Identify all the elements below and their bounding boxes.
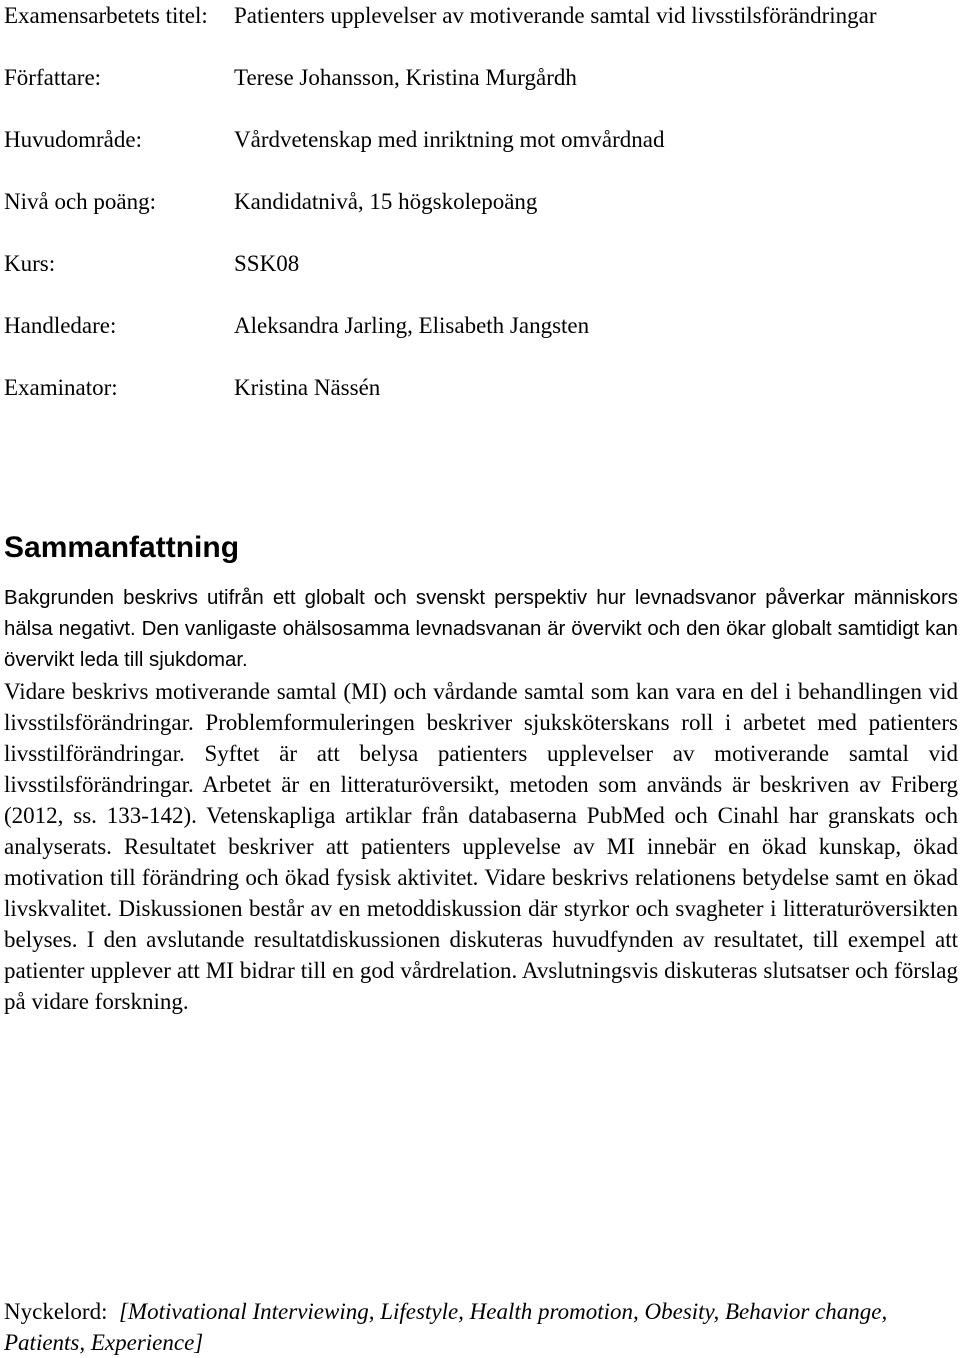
meta-label-title: Examensarbetets titel: <box>4 3 208 28</box>
keywords-label: Nyckelord: <box>4 1299 108 1324</box>
meta-value-title: Patienters upplevelser av motiverande samtal vid livsstilsförändringar <box>234 3 877 28</box>
meta-row-level <box>4 186 944 248</box>
meta-label-supervisors: Handledare: <box>4 313 117 338</box>
meta-row-examiner <box>4 372 944 403</box>
meta-row-title <box>4 0 944 62</box>
meta-row-authors <box>4 62 944 124</box>
thesis-metadata-table <box>4 0 944 403</box>
meta-label-course: Kurs: <box>4 251 56 276</box>
summary-paragraph-part2: Vidare beskrivs motiverande samtal (MI) och vårdande samtal som kan vara en del i behandlingen vid livsstilsförändringar. Problemformuleringen beskriver sjuksköterskans roll i arbetet med patienters livsstilförändringar. Syftet är att belysa patienters upplevelser av motiverande samtal vid livsstilsförändringar. Arbetet är en litteraturöversikt, metoden som används är beskriven av Friberg (2012, ss. 133-142). Vetenskapliga artiklar från databaserna PubMed och Cinahl har granskats och analyserats. Resultatet beskriver att patienters upplevelse av MI innebär en ökad kunskap, ökad motivation till förändring och ökad fysisk aktivitet. Vidare beskrivs relationens betydelse samt en ökad livskvalitet. Diskussionen består av en metoddiskussion där styrkor och svagheter i litteraturöversikten belyses. I den avslutande resultatdiskussionen diskuteras huvudfynden av resultatet, till exempel att patienter upplever att MI bidrar till en god vårdrelation. Avslutningsvis diskuteras slutsatser och förslag på vidare forskning. <box>4 679 958 1014</box>
keywords-list: [Motivational Interviewing, Lifestyle, Health promotion, Obesity, Behavior change, Patients, Experience] <box>4 1299 888 1355</box>
meta-row-supervisors <box>4 310 944 372</box>
meta-value-main-area: Vårdvetenskap med inriktning mot omvårdnad <box>234 127 665 152</box>
summary-paragraph-part1: Bakgrunden beskrivs utifrån ett globalt och svenskt perspektiv hur levnadsvanor påverkar människors hälsa negativt. Den vanligaste ohälsosamma levnadsvanan är övervikt och den ökar globalt samtidigt kan övervikt leda till sjukdomar. <box>4 587 958 671</box>
meta-value-level: Kandidatnivå, 15 högskolepoäng <box>234 189 538 214</box>
keywords-line <box>4 1296 958 1358</box>
meta-value-course: SSK08 <box>234 251 300 276</box>
meta-row-main-area <box>4 124 944 186</box>
meta-value-examiner: Kristina Nässén <box>234 375 381 400</box>
summary-heading: Sammanfattning <box>4 531 240 564</box>
meta-value-supervisors: Aleksandra Jarling, Elisabeth Jangsten <box>234 313 590 338</box>
meta-label-main-area: Huvudområde: <box>4 127 142 152</box>
meta-row-course <box>4 248 944 310</box>
meta-label-examiner: Examinator: <box>4 375 118 400</box>
meta-label-authors: Författare: <box>4 65 102 90</box>
meta-label-level: Nivå och poäng: <box>4 189 157 214</box>
meta-value-authors: Terese Johansson, Kristina Murgårdh <box>234 65 577 90</box>
